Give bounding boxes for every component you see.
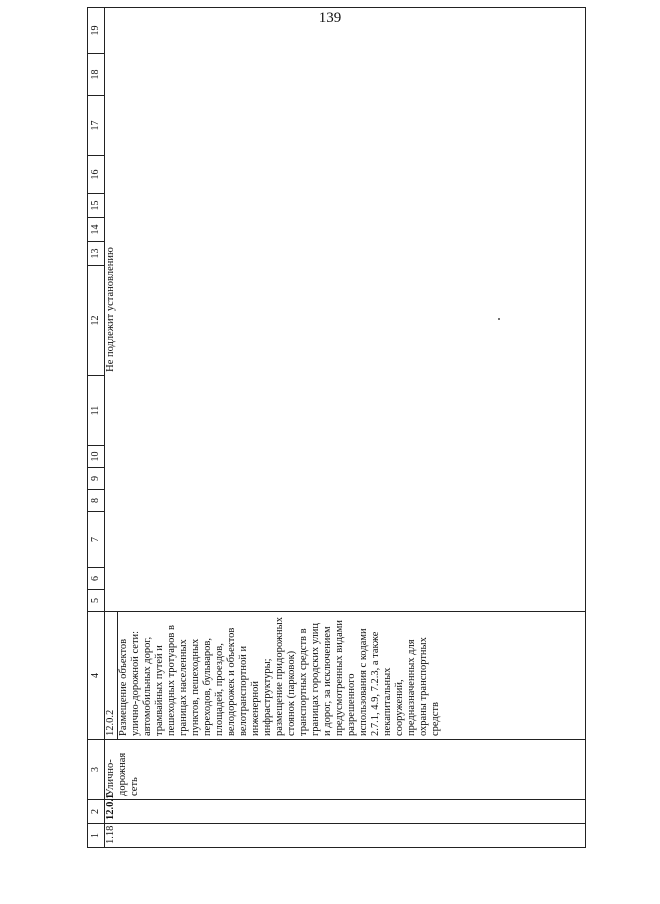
row-subcode: 12.0.2 [105,612,118,740]
header-cell: 13 [88,242,105,266]
header-row [88,8,105,848]
header-cell: 4 [88,612,105,740]
page-number: 139 [318,10,342,26]
header-cell: 6 [88,568,105,590]
header-cell: 16 [88,156,105,194]
regulation-table [87,7,586,848]
header-cell: 10 [88,446,105,468]
header-cell: 14 [88,218,105,242]
header-cell: 15 [88,194,105,218]
header-cell: 2 [88,800,105,824]
merged-cells [105,8,586,612]
header-cell: 5 [88,590,105,612]
rotated-table [87,25,586,848]
rotated-table-area [87,25,586,848]
header-cell: 17 [88,96,105,156]
row-number: 1.18 [105,824,586,848]
row-description: Размещение объектов улично-дорожной сети: автомобильных дорог, трамвайных путей и пешеходных тротуаров в границах населенных пунктов, пешеходных переходов, бульваров, площадей, проездов, велодорожек и объектов велотранспортной и инженерной инфраструктуры; размещение придорожных стоянок (парковок) транспортных средств в границах городских улиц и дорог, за исключением предусмотренных видами разрешенного использования с кодами 2.7.1, 4.9, 7.2.3, а также некапитальных сооружений, предназначенных для охраны транспортных средств [118,612,586,740]
header-cell: 11 [88,376,105,446]
header-cell: 9 [88,468,105,490]
header-cell: 1 [88,824,105,848]
table-row [105,8,118,848]
scan-speck [498,318,500,320]
row-code: 12.0.1 [105,800,586,824]
merged-value: Не подлежит установлению [105,247,116,372]
header-cell: 7 [88,512,105,568]
header-cell: 18 [88,54,105,96]
header-cell: 8 [88,490,105,512]
header-cell: 3 [88,740,105,800]
header-cell: 12 [88,266,105,376]
header-cell: 19 [88,8,105,54]
row-name: Улично-дорожная сеть [105,740,586,800]
